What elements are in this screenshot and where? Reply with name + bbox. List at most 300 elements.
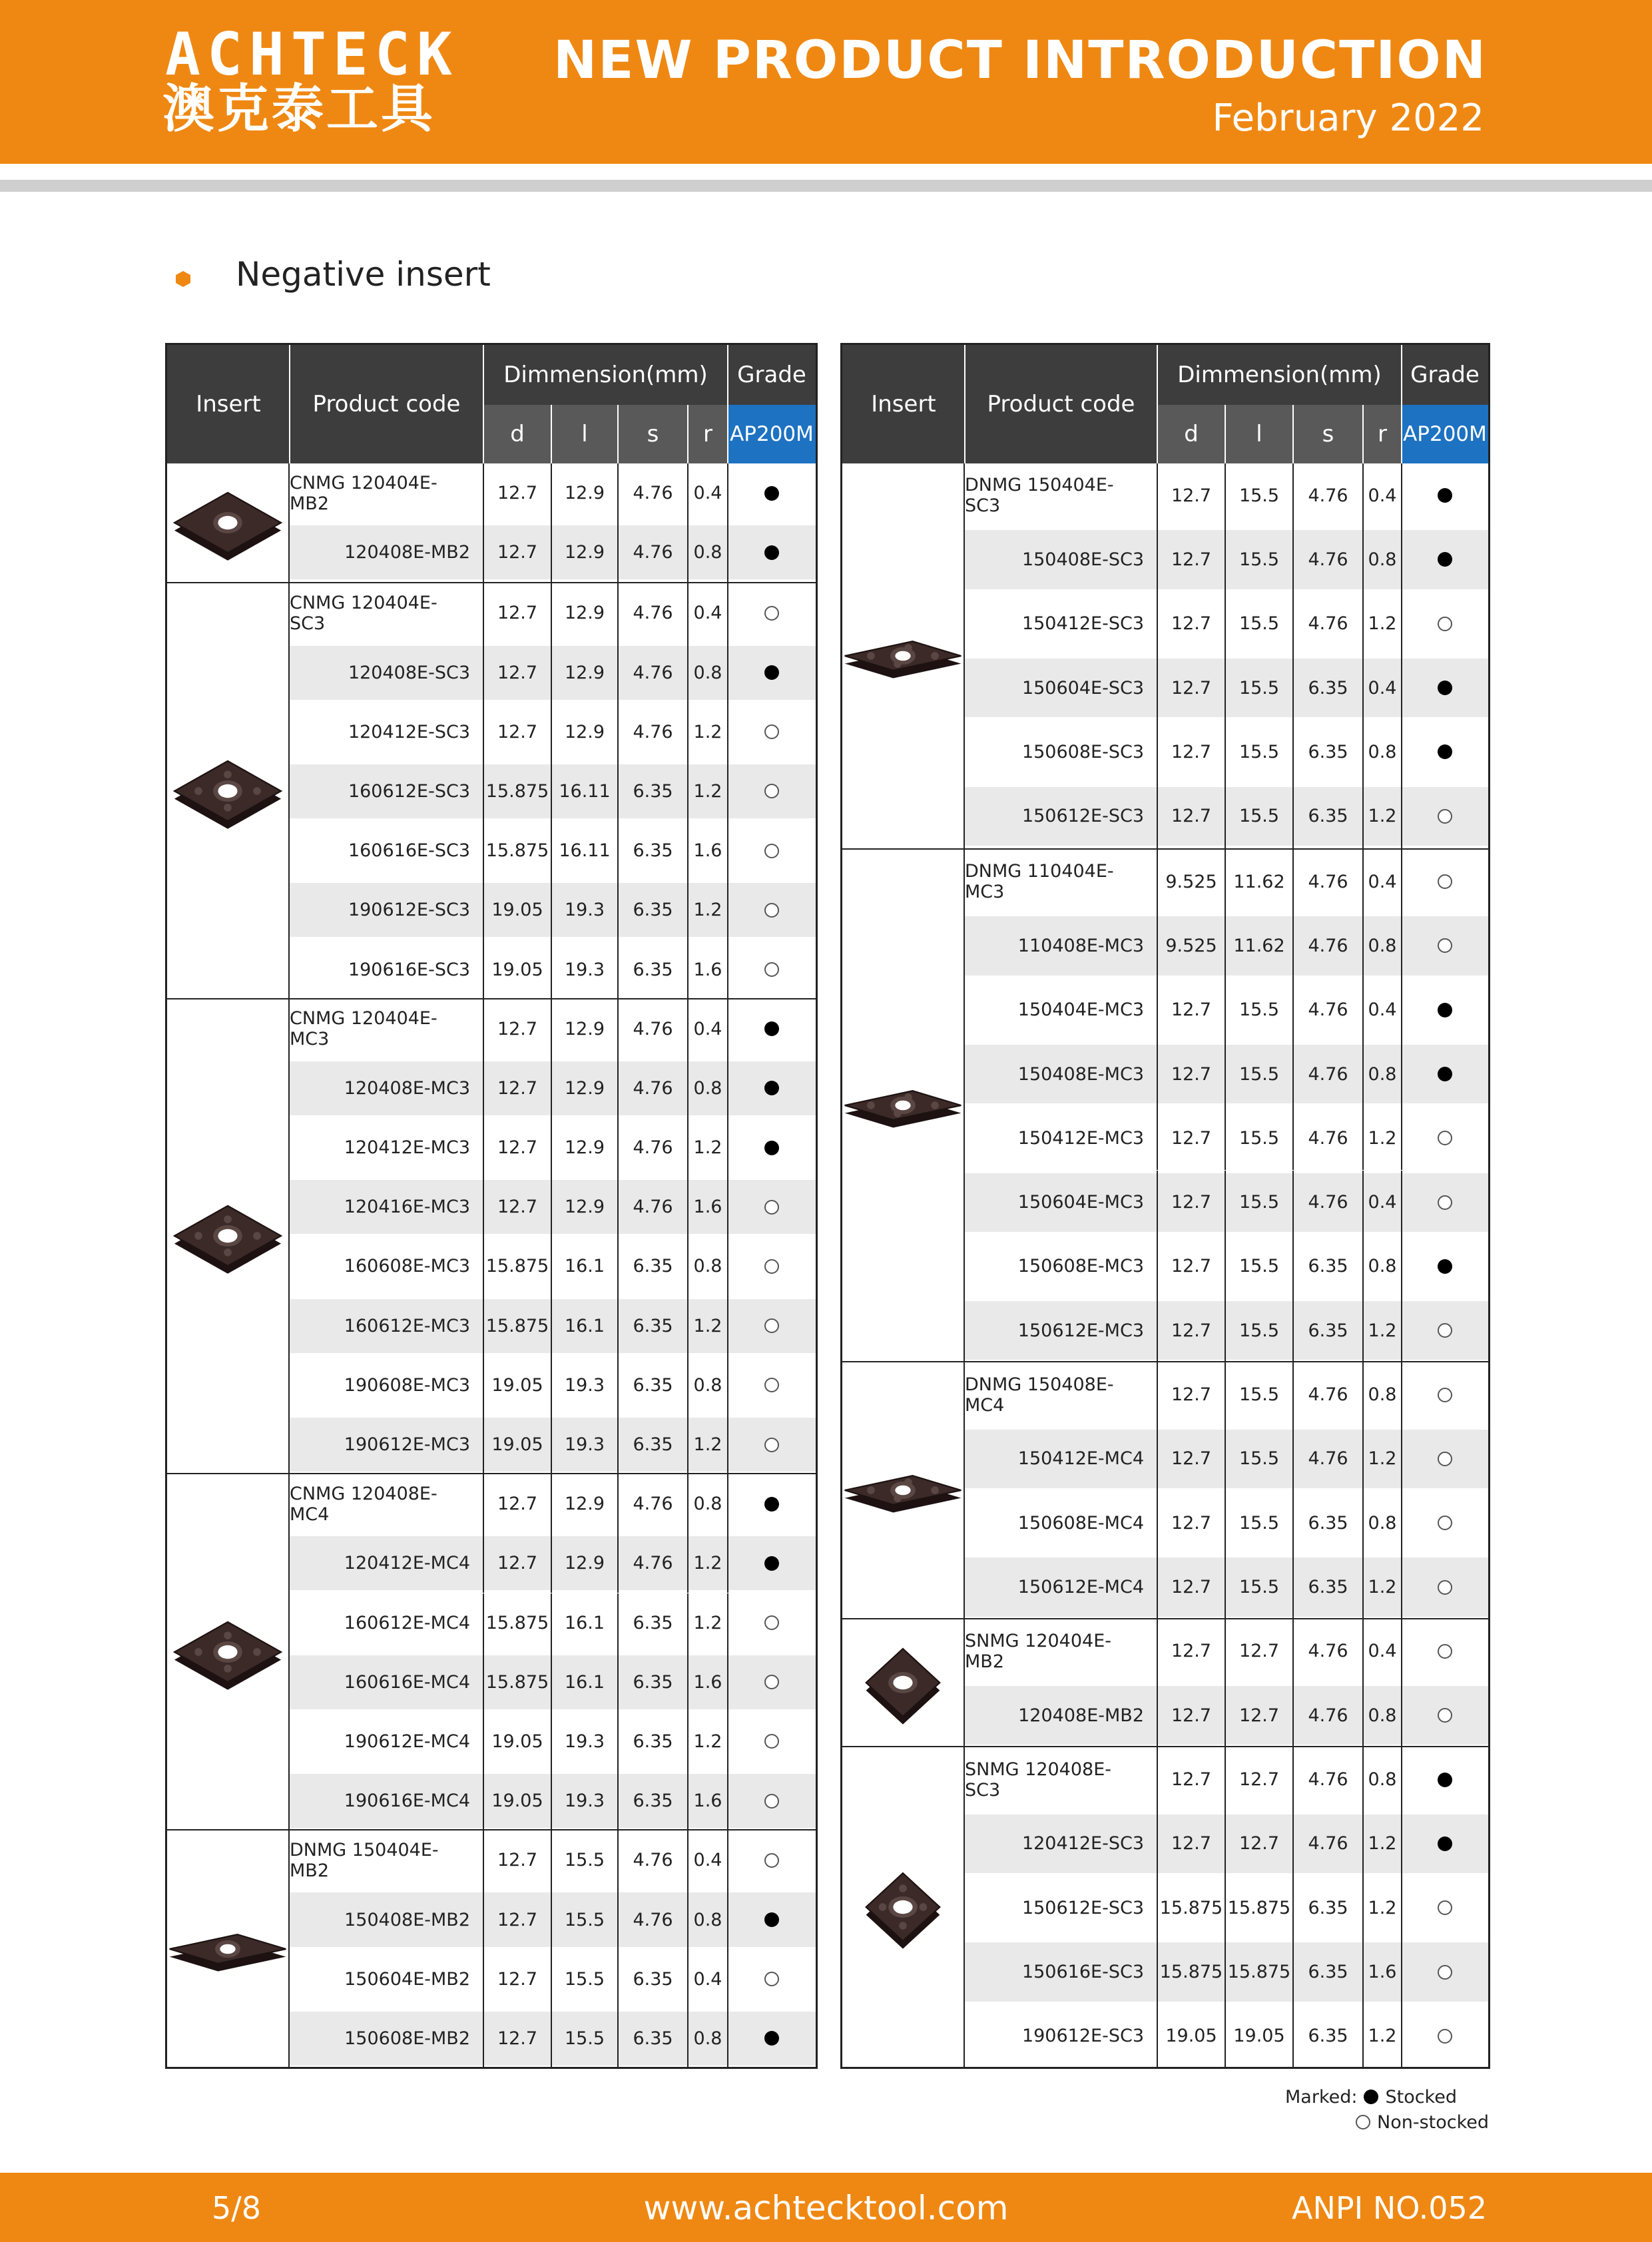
table-row [965, 1876, 1488, 1940]
header-divider [1401, 345, 1402, 463]
column-divider [617, 583, 619, 643]
grade-cell [728, 1892, 816, 1946]
dim-r: 1.2 [693, 1434, 722, 1456]
column-divider [1401, 1812, 1402, 1876]
column-divider [1157, 978, 1158, 1042]
column-divider [1362, 1298, 1364, 1362]
product-code: 120412E-SC3 [348, 721, 470, 742]
header-divider [617, 405, 619, 463]
grade-cell [728, 1477, 816, 1531]
grade-cell [728, 942, 816, 996]
table-row [965, 656, 1488, 720]
dim-d: 12.7 [497, 1137, 538, 1159]
table-row [965, 527, 1488, 591]
table-row [290, 702, 816, 762]
dim-s: 4.76 [1308, 485, 1348, 506]
dim-l: 15.5 [1239, 1512, 1280, 1534]
website-link[interactable]: www.achtecktool.com [643, 2189, 1009, 2227]
column-divider [1225, 1235, 1226, 1298]
grade-cell [728, 1239, 816, 1293]
column-divider [727, 1771, 728, 1830]
dim-d: 15.875 [485, 1612, 549, 1633]
header-grade: Grade [728, 345, 816, 405]
dim-l: 15.875 [1227, 1962, 1291, 1982]
dim-l: 15.5 [1239, 1063, 1280, 1085]
column-divider [617, 1593, 619, 1653]
legend-non-stocked [1285, 2109, 1489, 2135]
column-divider [483, 1059, 484, 1118]
column-divider [1401, 1940, 1402, 2004]
header-divider [483, 345, 484, 463]
table-row [290, 1356, 816, 1415]
stocked-mark-icon [764, 1912, 779, 1927]
product-code: CNMG 120404E-SC3 [290, 592, 437, 634]
dim-d: 12.7 [1171, 1192, 1212, 1213]
dim-d: 12.7 [497, 2028, 538, 2049]
column-divider [1362, 1619, 1364, 1683]
header-divider [964, 345, 965, 463]
dim-l: 15.5 [1239, 1448, 1280, 1470]
dim-s: 4.76 [1308, 1833, 1348, 1854]
column-divider [1157, 1235, 1158, 1298]
column-divider [551, 1296, 552, 1356]
column-divider [1225, 1619, 1226, 1683]
header-d: d [483, 405, 551, 463]
dim-d: 12.7 [1171, 1063, 1212, 1085]
column-divider [1292, 2004, 1294, 2068]
column-divider [483, 880, 484, 940]
column-divider [483, 940, 484, 999]
dim-d: 15.875 [1159, 1962, 1223, 1982]
column-divider [617, 1890, 619, 1949]
product-code: 120408E-MC3 [344, 1077, 470, 1099]
dim-l: 15.5 [1239, 806, 1280, 827]
column-divider [483, 1593, 484, 1653]
header-insert: Insert [842, 345, 965, 463]
column-divider [483, 2009, 484, 2068]
dim-r: 0.4 [1368, 871, 1397, 892]
column-divider [1292, 914, 1294, 978]
product-code: CNMG 120404E-MC3 [290, 1008, 437, 1050]
column-divider [617, 1356, 619, 1415]
table-header [842, 345, 1488, 463]
dim-s: 4.76 [633, 1553, 673, 1574]
insert-image-cnmg-sc3 [167, 583, 290, 997]
column-divider [1225, 527, 1226, 591]
non-stocked-mark-icon [1438, 1580, 1452, 1595]
column-divider [1362, 1362, 1364, 1426]
dim-l: 16.11 [559, 840, 611, 862]
column-divider [551, 1474, 552, 1534]
insert-group-dnmg-mc3 [842, 848, 1488, 1362]
product-code: 150408E-MC3 [1017, 1063, 1144, 1085]
dim-l: 12.9 [564, 603, 605, 624]
dim-l: 12.9 [564, 1137, 605, 1159]
column-divider [687, 523, 688, 582]
product-code: 120412E-MC4 [344, 1553, 470, 1574]
dim-d: 12.7 [497, 1850, 538, 1871]
dim-d: 12.7 [1171, 1641, 1212, 1662]
column-divider [551, 1118, 552, 1177]
column-divider [727, 1415, 728, 1474]
dim-l: 15.5 [1239, 999, 1280, 1021]
column-divider [1362, 784, 1364, 848]
column-divider [1225, 978, 1226, 1042]
dim-s: 4.76 [633, 483, 673, 504]
stocked-mark-icon [764, 545, 779, 560]
column-divider [483, 1712, 484, 1771]
dim-s: 4.76 [633, 1850, 673, 1871]
column-divider [1362, 1491, 1364, 1555]
column-divider [617, 1771, 619, 1830]
column-divider [1362, 978, 1364, 1042]
header-grade-ap200m: AP200M [1402, 405, 1488, 463]
dim-s: 4.76 [1308, 871, 1348, 892]
dim-d: 9.525 [1165, 935, 1217, 956]
column-divider [551, 463, 552, 523]
table-row [290, 523, 816, 582]
dim-r: 0.4 [693, 1850, 722, 1871]
column-divider [1225, 1747, 1226, 1811]
dim-s: 4.76 [1308, 1192, 1348, 1213]
dim-r: 0.4 [693, 1018, 722, 1039]
dim-s: 4.76 [1308, 935, 1348, 956]
dim-l: 19.3 [564, 959, 605, 980]
column-divider [1401, 2004, 1402, 2068]
column-divider [617, 1830, 619, 1890]
column-divider [1157, 850, 1158, 914]
column-divider [1401, 1747, 1402, 1811]
column-divider [1292, 1940, 1294, 2004]
grade-cell [728, 764, 816, 818]
dim-r: 0.4 [693, 483, 722, 504]
dim-d: 15.875 [485, 840, 549, 862]
table-row [290, 1771, 816, 1830]
table-row [965, 463, 1488, 527]
dim-s: 6.35 [1308, 1577, 1348, 1598]
column-divider [1362, 1683, 1364, 1747]
column-divider [1292, 1298, 1294, 1362]
grade-cell [728, 1655, 816, 1709]
dim-l: 16.1 [564, 1671, 605, 1693]
header-l: l [1225, 405, 1293, 463]
column-divider [617, 2009, 619, 2068]
insert-group-snmg-mb2 [842, 1618, 1488, 1747]
dim-d: 19.05 [491, 1731, 543, 1752]
column-divider [617, 1059, 619, 1118]
dim-l: 19.3 [564, 900, 605, 921]
column-divider [551, 940, 552, 999]
grade-cell [1402, 1686, 1488, 1745]
column-divider [1292, 656, 1294, 720]
header-r: r [688, 405, 728, 463]
column-divider [551, 821, 552, 880]
column-divider [1401, 1491, 1402, 1555]
column-divider [617, 1712, 619, 1771]
dim-d: 19.05 [491, 959, 543, 980]
non-stocked-mark-icon [1438, 1965, 1452, 1980]
hexagon-bullet-icon [174, 270, 192, 288]
dim-r: 0.8 [1368, 1384, 1397, 1406]
table-row [290, 2009, 816, 2068]
insert-image-dnmg-mb2 [167, 1830, 290, 2067]
brand-logo-chinese: 澳克泰工具 [162, 79, 436, 139]
product-code: 150612E-SC3 [1021, 806, 1144, 827]
column-divider [1225, 914, 1226, 978]
insert-group-dnmg-sc3 [842, 463, 1488, 848]
column-divider [483, 702, 484, 762]
page-header [0, 0, 1652, 164]
column-divider [1157, 656, 1158, 720]
dim-l: 15.875 [1227, 1897, 1291, 1918]
column-divider [1157, 2004, 1158, 2068]
stocked-mark-icon [764, 1021, 779, 1036]
dim-l: 19.3 [564, 1434, 605, 1456]
dim-s: 6.35 [633, 900, 673, 921]
column-divider [1157, 1106, 1158, 1170]
table-row [965, 1812, 1488, 1876]
column-divider [1292, 1619, 1294, 1683]
non-stocked-mark-icon [764, 1675, 779, 1689]
grade-cell [1402, 1173, 1488, 1232]
insert-group-snmg-sc3 [842, 1746, 1488, 2067]
dim-l: 16.11 [559, 780, 611, 802]
table-row [965, 1106, 1488, 1170]
non-stocked-mark-icon [764, 1734, 779, 1749]
grade-cell [728, 525, 816, 579]
stocked-mark-icon [764, 2031, 779, 2046]
legend-stocked [1285, 2084, 1489, 2109]
non-stocked-mark-icon [764, 1259, 779, 1274]
column-divider [1362, 1555, 1364, 1619]
dim-d: 12.7 [497, 1018, 538, 1039]
column-divider [1225, 1940, 1226, 2004]
dim-r: 1.6 [693, 959, 722, 980]
grade-cell [1402, 1237, 1488, 1296]
dim-s: 6.35 [633, 1315, 673, 1336]
page-number: 5/8 [212, 2190, 262, 2226]
grade-cell [1402, 722, 1488, 781]
dim-d: 12.7 [497, 1494, 538, 1515]
column-divider [1401, 1555, 1402, 1619]
grade-cell [1402, 981, 1488, 1039]
header-divider [0, 180, 1652, 192]
column-divider [483, 1356, 484, 1415]
dim-s: 6.35 [633, 780, 673, 802]
column-divider [1362, 1171, 1364, 1235]
grade-cell [1402, 466, 1488, 525]
product-code: DNMG 150404E-SC3 [965, 475, 1114, 517]
dim-d: 12.7 [1171, 1320, 1212, 1341]
column-divider [1225, 1555, 1226, 1619]
table-row [290, 1950, 816, 2009]
header-dimension: Dimmension(mm) [483, 345, 728, 405]
column-divider [551, 1059, 552, 1118]
dim-r: 1.2 [1368, 1833, 1397, 1854]
table-row [290, 821, 816, 880]
column-divider [1401, 463, 1402, 527]
table-row [965, 1491, 1488, 1555]
column-divider [1157, 1171, 1158, 1235]
column-divider [617, 1296, 619, 1356]
header-s: s [1293, 405, 1363, 463]
product-code: 160616E-SC3 [348, 840, 470, 862]
dim-r: 1.2 [1368, 1127, 1397, 1149]
column-divider [483, 1950, 484, 2009]
column-divider [687, 1771, 688, 1830]
column-divider [483, 1177, 484, 1237]
dim-l: 12.9 [564, 1018, 605, 1039]
column-divider [1362, 1042, 1364, 1106]
dim-r: 0.4 [1368, 1641, 1397, 1662]
column-divider [1225, 2004, 1226, 2068]
dim-l: 16.1 [564, 1612, 605, 1633]
grade-cell [1402, 595, 1488, 653]
dim-r: 0.8 [1368, 1512, 1397, 1534]
dim-l: 11.62 [1233, 935, 1285, 956]
grade-cell [728, 1299, 816, 1353]
dim-s: 4.76 [633, 1494, 673, 1515]
grade-cell [1402, 2007, 1488, 2066]
page-footer [0, 2173, 1652, 2242]
grade-cell [728, 1952, 816, 2006]
column-divider [1292, 1491, 1294, 1555]
column-divider [1401, 1042, 1402, 1106]
column-divider [551, 1653, 552, 1712]
table-row [290, 1712, 816, 1771]
column-divider [687, 762, 688, 821]
dim-r: 0.8 [693, 662, 722, 683]
column-divider [1401, 1427, 1402, 1491]
product-code: 150608E-MB2 [344, 2028, 470, 2049]
table-row [290, 1890, 816, 1949]
column-divider [1292, 1171, 1294, 1235]
stocked-mark-icon [1438, 1773, 1452, 1787]
column-divider [727, 1593, 728, 1653]
column-divider [1157, 1298, 1158, 1362]
product-table-left [165, 343, 818, 2069]
column-divider [687, 1118, 688, 1177]
dim-d: 15.875 [485, 1671, 549, 1693]
product-code: 110408E-MC3 [1017, 935, 1144, 956]
dim-l: 12.9 [564, 662, 605, 683]
column-divider [483, 583, 484, 643]
non-stocked-mark-icon [1438, 1323, 1452, 1338]
column-divider [1401, 527, 1402, 591]
dim-d: 12.7 [1171, 999, 1212, 1021]
grade-cell [1402, 1301, 1488, 1360]
column-divider [1292, 527, 1294, 591]
insert-image-cnmg-mb2 [167, 463, 290, 582]
column-divider [1292, 720, 1294, 784]
column-divider [687, 1296, 688, 1356]
column-divider [1157, 592, 1158, 656]
dim-r: 1.2 [1368, 2026, 1397, 2047]
column-divider [483, 1474, 484, 1534]
dim-r: 1.6 [693, 1671, 722, 1693]
column-divider [551, 583, 552, 643]
product-code: 190612E-MC4 [344, 1731, 470, 1752]
section-title: Negative insert [236, 255, 491, 294]
table-row [290, 940, 816, 999]
table-row [290, 762, 816, 821]
dim-d: 9.525 [1165, 871, 1217, 892]
dim-l: 19.3 [564, 1374, 605, 1396]
table-row [290, 643, 816, 702]
header-product-code: Product code [290, 345, 483, 463]
dim-s: 4.76 [633, 1018, 673, 1039]
column-divider [483, 999, 484, 1059]
column-divider [1157, 1683, 1158, 1747]
dim-l: 15.5 [564, 1968, 605, 1990]
product-code: 160612E-MC4 [344, 1612, 470, 1633]
column-divider [1157, 914, 1158, 978]
column-divider [1157, 463, 1158, 527]
column-divider [1157, 1940, 1158, 2004]
column-divider [1292, 1235, 1294, 1298]
column-divider [551, 523, 552, 582]
dim-r: 0.4 [1368, 677, 1397, 699]
header-r: r [1363, 405, 1402, 463]
header-divider [1157, 345, 1158, 463]
grade-cell [728, 705, 816, 759]
dim-s: 6.35 [633, 1671, 673, 1693]
column-divider [727, 940, 728, 999]
product-code: 120408E-MB2 [1018, 1705, 1144, 1726]
column-divider [617, 643, 619, 702]
grade-cell [728, 1833, 816, 1887]
column-divider [551, 1771, 552, 1830]
column-divider [1362, 1106, 1364, 1170]
grade-cell [728, 1418, 816, 1472]
column-divider [1157, 1362, 1158, 1426]
column-divider [617, 1950, 619, 2009]
column-divider [1157, 1555, 1158, 1619]
dim-l: 19.3 [564, 1731, 605, 1752]
insert-image-snmg-mb2 [842, 1619, 965, 1747]
column-divider [483, 1771, 484, 1830]
non-stocked-mark-icon [764, 606, 779, 621]
dim-s: 4.76 [1308, 549, 1348, 570]
dim-d: 15.875 [1159, 1897, 1223, 1918]
stocked-mark-icon [764, 1497, 779, 1512]
product-code: 150404E-MC3 [1017, 999, 1144, 1021]
column-divider [727, 1950, 728, 2009]
table-row [290, 1118, 816, 1177]
dim-r: 1.2 [1368, 1897, 1397, 1918]
column-divider [483, 643, 484, 702]
dim-l: 12.7 [1239, 1769, 1280, 1791]
dim-s: 6.35 [633, 1791, 673, 1812]
dim-s: 6.35 [633, 1612, 673, 1633]
column-divider [1362, 1940, 1364, 2004]
non-stocked-mark-icon [1438, 874, 1452, 889]
column-divider [1157, 527, 1158, 591]
grade-cell [1402, 1430, 1488, 1488]
dim-l: 11.62 [1233, 871, 1285, 892]
column-divider [1401, 1171, 1402, 1235]
non-stocked-mark-icon [764, 1853, 779, 1868]
brand-logo: ACHTECK [165, 20, 459, 89]
dim-l: 15.5 [1239, 677, 1280, 699]
column-divider [1157, 1876, 1158, 1940]
dim-r: 0.4 [693, 1968, 722, 1990]
grade-cell [728, 1774, 816, 1828]
column-divider [727, 762, 728, 821]
dim-l: 15.5 [1239, 1256, 1280, 1277]
insert-group-dnmg-mb2 [167, 1829, 816, 2067]
grade-cell [1402, 1878, 1488, 1937]
